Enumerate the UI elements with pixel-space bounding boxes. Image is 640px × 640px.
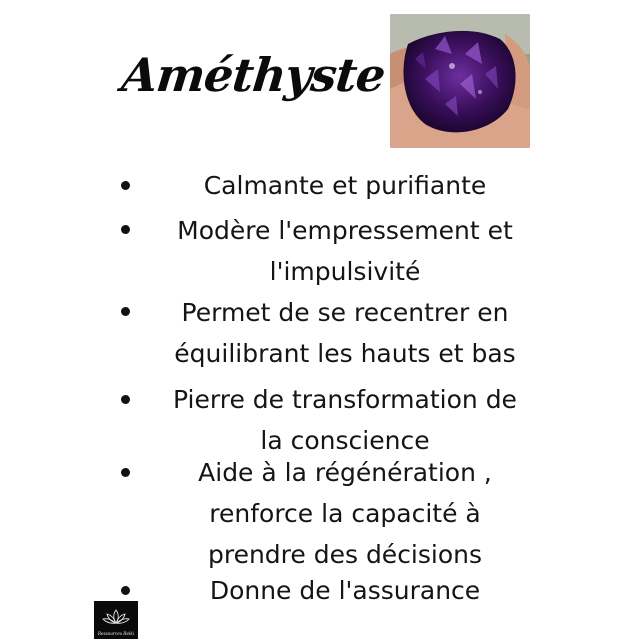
bullet-text: Calmante et purifiante (203, 171, 487, 200)
list-item (150, 452, 540, 575)
bullet-text: l'impulsivité (269, 257, 421, 286)
list-item (150, 292, 540, 374)
bullet-text: prendre des décisions (207, 540, 483, 569)
list-item (150, 165, 540, 206)
bullet-text: Donne de l'assurance (209, 576, 481, 605)
bullet-icon (121, 395, 130, 404)
bullet-text: Modère l'empressement et (177, 216, 513, 245)
list-item (150, 210, 540, 292)
bullet-text: équilibrant les hauts et bas (174, 339, 516, 368)
bullet-text: Aide à la régénération , (198, 458, 492, 487)
lotus-icon (94, 601, 138, 639)
list-item (150, 379, 540, 461)
bullet-text: renforce la capacité à (209, 499, 481, 528)
bullet-icon (121, 181, 130, 190)
brand-logo (94, 601, 138, 639)
bullet-icon (121, 225, 130, 234)
page-title: Améthyste (119, 48, 388, 102)
svg-text:Ressources Reiki: Ressources Reiki (97, 631, 135, 636)
bullet-text: Permet de se recentrer en (181, 298, 509, 327)
bullet-text: la conscience (260, 426, 430, 455)
bullet-icon (121, 307, 130, 316)
bullet-icon (121, 586, 130, 595)
list-item (150, 570, 540, 611)
bullet-text: Pierre de transformation de (173, 385, 517, 414)
bullet-icon (121, 468, 130, 477)
